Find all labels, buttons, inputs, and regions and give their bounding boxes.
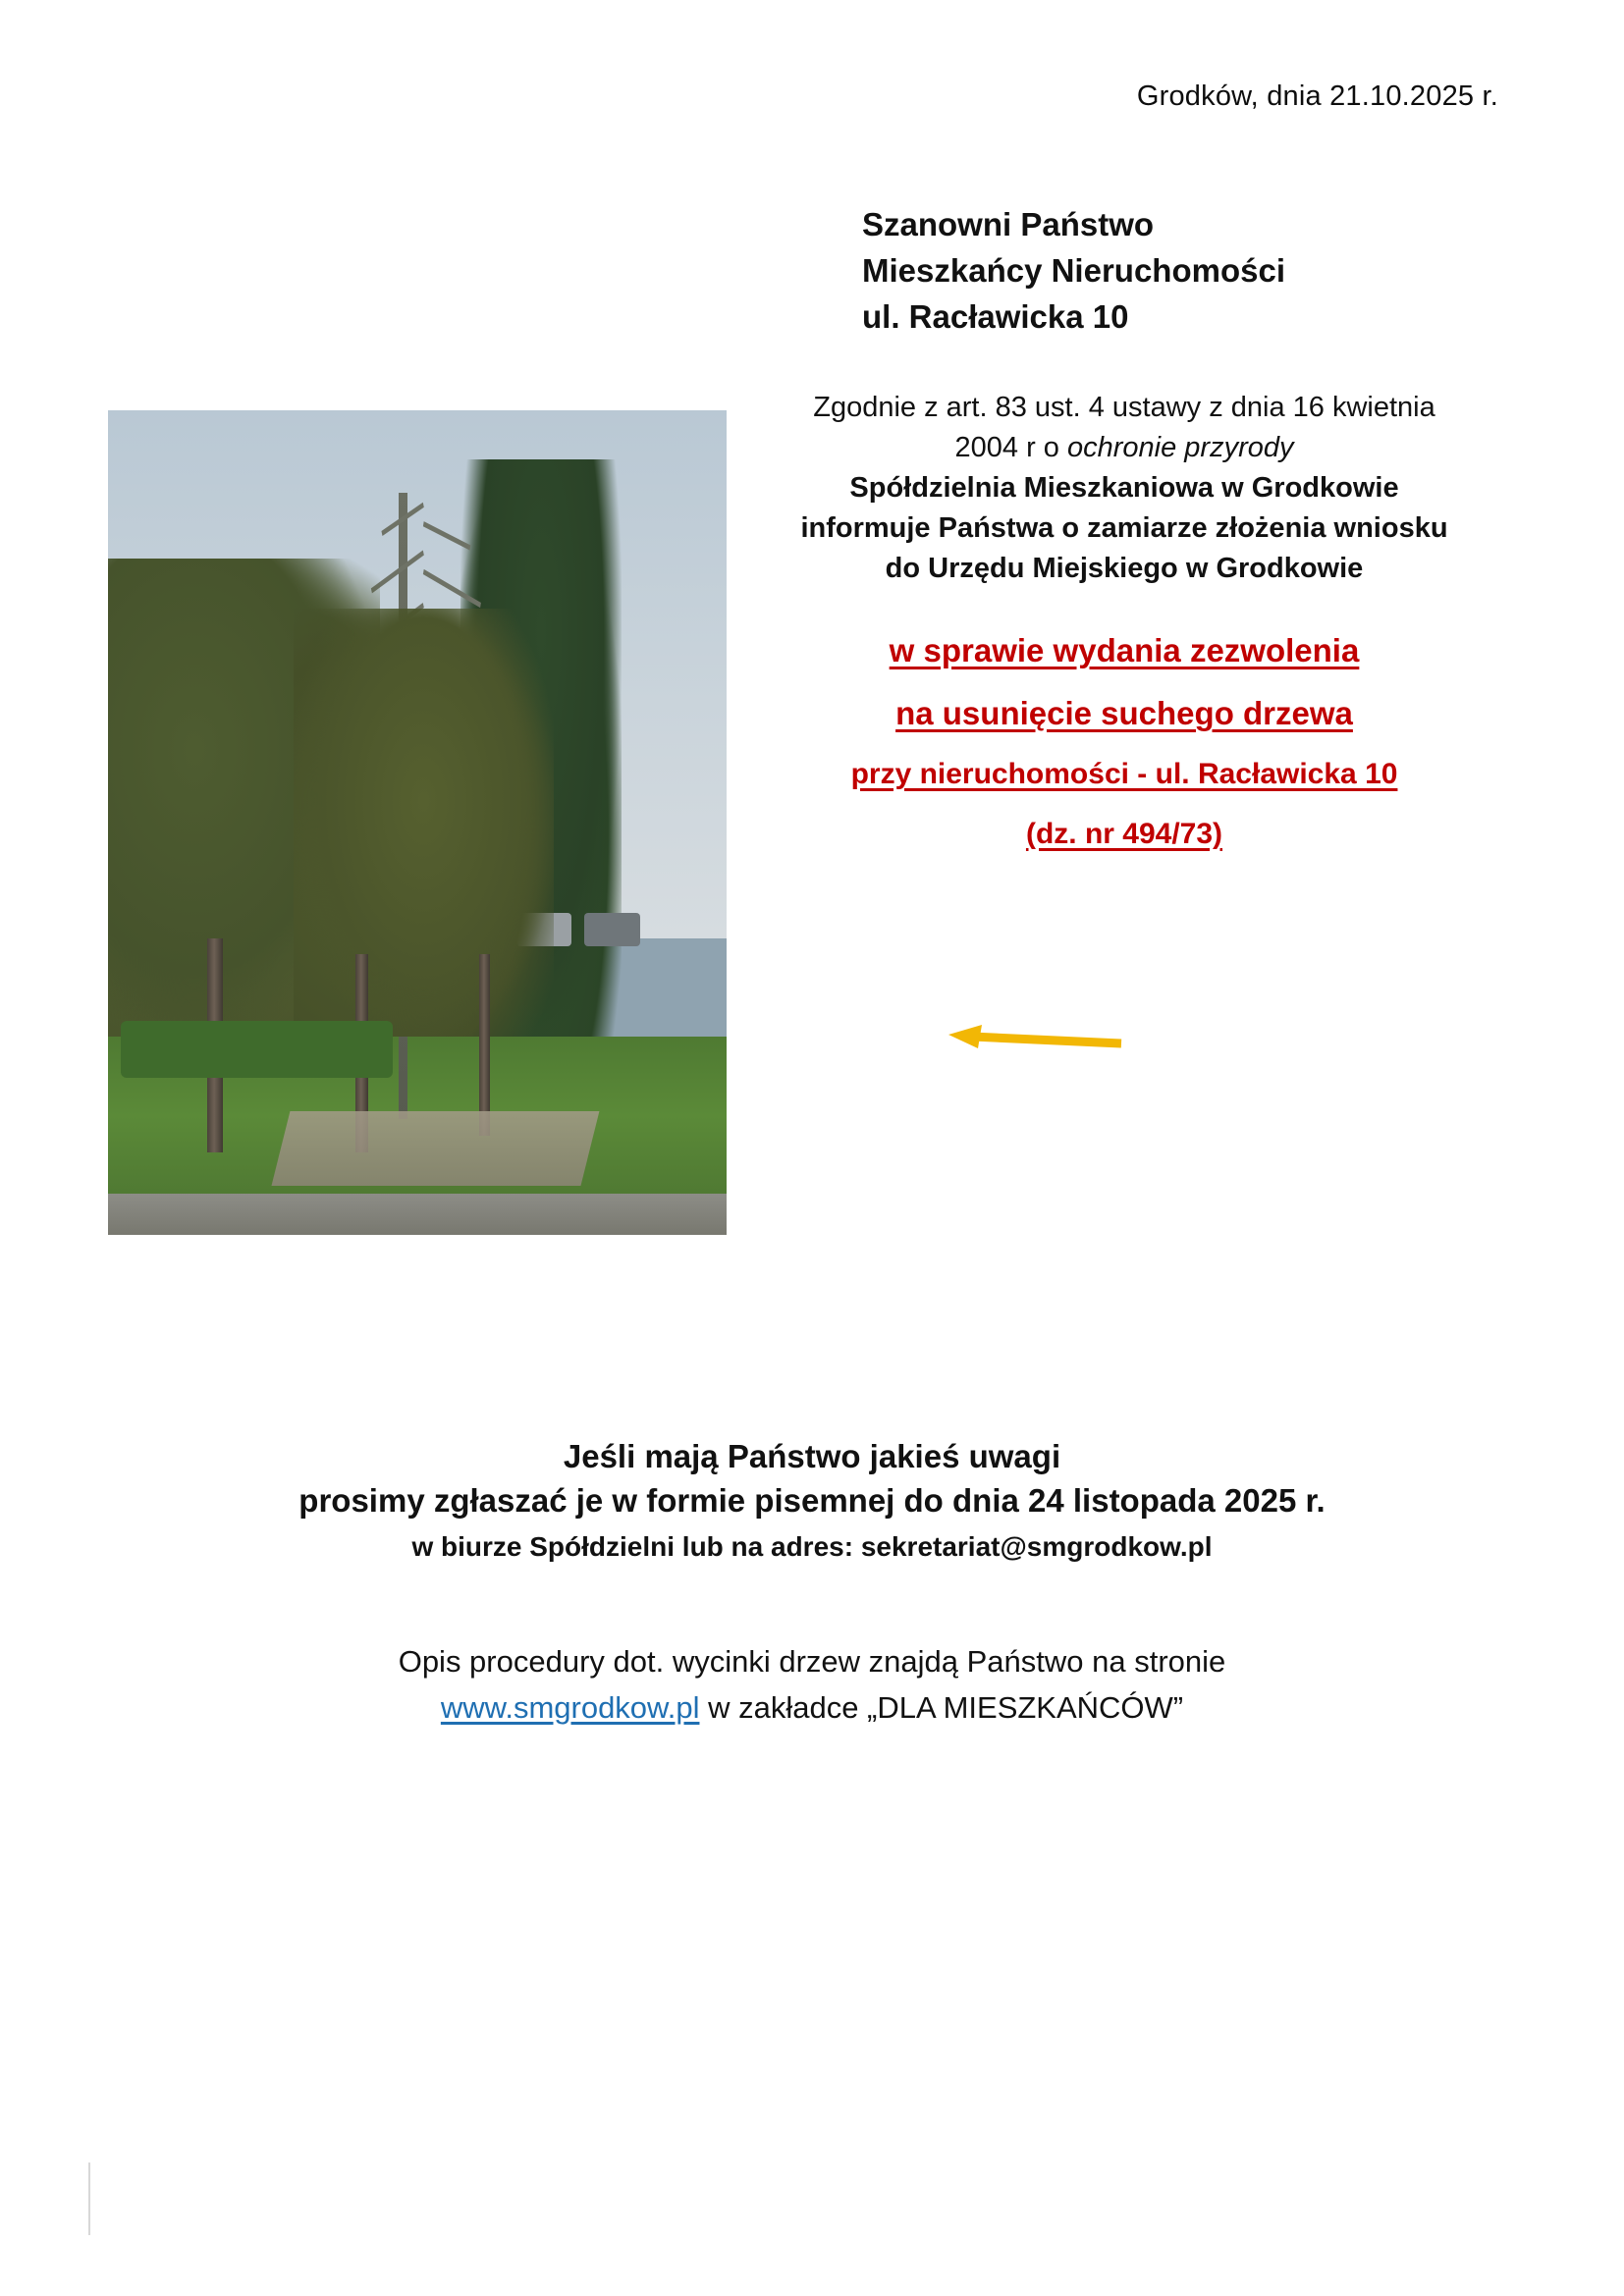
legal-line-4: informuje Państwa o zamiarze złożenia wniosku bbox=[800, 512, 1448, 545]
highlight-line-1-text: w sprawie wydania zezwolenia bbox=[889, 632, 1360, 669]
highlight-line-3 bbox=[727, 760, 1522, 789]
salutation-line-3: ul. Racławicka 10 bbox=[862, 298, 1129, 336]
highlight-line-2-text: na usunięcie suchego drzewa bbox=[895, 695, 1353, 732]
photo-hedge bbox=[121, 1021, 393, 1079]
tree-photo-content bbox=[108, 410, 727, 1235]
smgrodkow-website-link[interactable]: www.smgrodkow.pl bbox=[440, 1689, 700, 1725]
highlight-line-4-text: (dz. nr 494/73) bbox=[1025, 818, 1223, 851]
salutation-block bbox=[862, 201, 1522, 341]
notice-line-1: Jeśli mają Państwo jakieś uwagi bbox=[563, 1438, 1061, 1474]
legal-line-2 bbox=[727, 428, 1522, 468]
legal-line-3: Spółdzielnia Mieszkaniowa w Grodkowie bbox=[849, 471, 1399, 504]
salutation-line-1: Szanowni Państwo bbox=[862, 206, 1155, 242]
legal-basis-block bbox=[727, 388, 1522, 590]
notice-line-2: prosimy zgłaszać je w formie pisemnej do dnia 24 listopada 2025 r. bbox=[298, 1481, 1326, 1519]
highlight-line-1 bbox=[727, 634, 1522, 667]
notice-line-3: w biurze Spółdzielni lub na adres: sekretariat@smgrodkow.pl bbox=[411, 1531, 1213, 1563]
photo-leafy-tree-middle bbox=[294, 609, 554, 1038]
photo-road bbox=[108, 1194, 727, 1235]
photo-tree-trunk bbox=[479, 954, 490, 1136]
photo-path bbox=[272, 1111, 600, 1186]
photo-car bbox=[584, 913, 640, 946]
salutation-line-2: Mieszkańcy Nieruchomości bbox=[862, 252, 1285, 290]
comments-notice-block bbox=[0, 1435, 1624, 1568]
letter-body bbox=[727, 201, 1522, 849]
legal-line-1: Zgodnie z art. 83 ust. 4 ustawy z dnia 16 kwietnia bbox=[813, 391, 1435, 423]
procedure-line-2-suffix: w zakładce „DLA MIESZKAŃCÓW” bbox=[699, 1689, 1184, 1725]
arrow-left-icon bbox=[943, 1021, 1129, 1060]
procedure-info-block bbox=[0, 1639, 1624, 1731]
highlight-line-3-text: przy nieruchomości - ul. Racławicka 10 bbox=[850, 758, 1398, 791]
procedure-line-2 bbox=[0, 1685, 1624, 1732]
legal-line-5: do Urzędu Miejskiego w Grodkowie bbox=[885, 553, 1364, 585]
procedure-line-1: Opis procedury dot. wycinki drzew znajdą Państwo na stronie bbox=[398, 1644, 1226, 1679]
legal-line-2-prefix: 2004 r o bbox=[954, 431, 1067, 463]
date-line: Grodków, dnia 21.10.2025 r. bbox=[1136, 80, 1498, 112]
tree-photo bbox=[108, 410, 727, 1235]
highlight-line-4 bbox=[727, 820, 1522, 849]
request-highlight-block bbox=[727, 634, 1522, 849]
legal-line-2-italic: ochronie przyrody bbox=[1066, 431, 1294, 463]
highlight-line-2 bbox=[727, 695, 1522, 732]
page-edge-rule bbox=[88, 2163, 90, 2235]
